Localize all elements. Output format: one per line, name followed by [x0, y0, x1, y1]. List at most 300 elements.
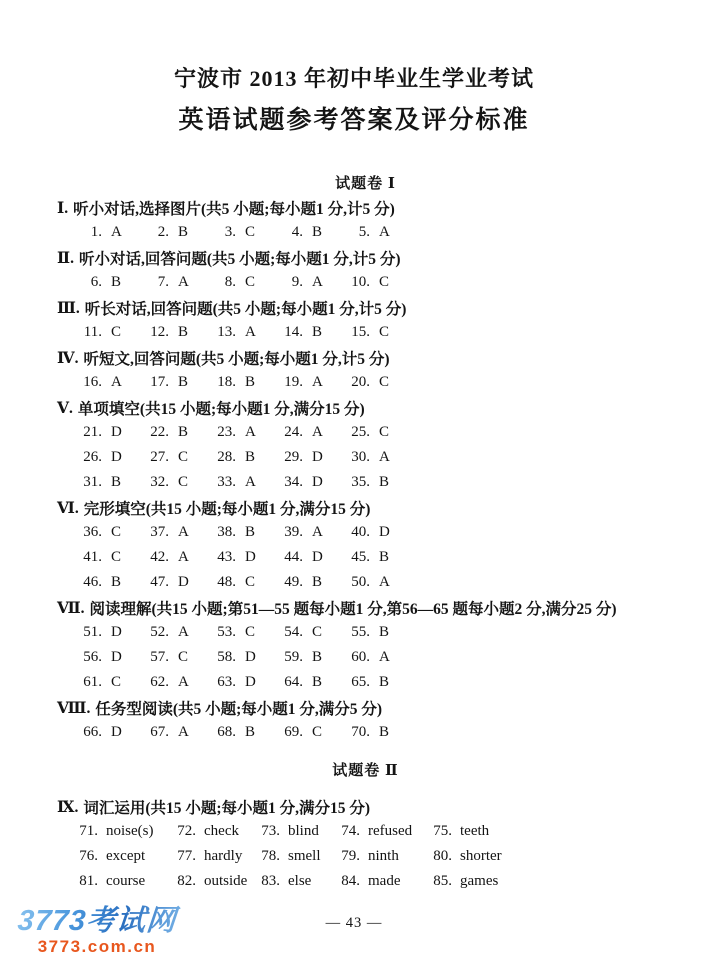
answer-value: C: [245, 624, 256, 640]
answer-item: [78, 549, 145, 566]
section-title: 任务型阅读(共5 小题;每小题1 分,满分5 分): [95, 700, 383, 718]
section-title: 听小对话,选择图片(共5 小题;每小题1 分,计5 分): [73, 200, 395, 218]
answer-item: [212, 649, 279, 666]
question-number: 53.: [217, 624, 236, 640]
answer-value: B: [245, 724, 256, 740]
answer-item: [279, 574, 346, 591]
answer-item: [279, 274, 346, 291]
answer-value: made: [368, 873, 401, 889]
question-number: 8.: [224, 274, 236, 290]
answer-value: A: [312, 374, 323, 390]
question-number: 40.: [351, 524, 370, 540]
answer-item: [78, 449, 145, 466]
section-numeral: Ⅶ.: [57, 599, 85, 617]
answer-value: D: [245, 649, 256, 665]
question-number: 35.: [351, 474, 370, 490]
question-number: 10.: [351, 274, 370, 290]
answer-item: [346, 524, 674, 541]
answer-row: [57, 545, 674, 570]
answer-item: [78, 374, 145, 391]
section-title: 听长对话,回答问题(共5 小题;每小题1 分,计5 分): [84, 300, 407, 318]
question-number: 43.: [217, 549, 236, 565]
question-number: 49.: [284, 574, 303, 590]
answer-value: A: [245, 424, 256, 440]
section-numeral: Ⅲ.: [57, 299, 80, 317]
question-number: 28.: [217, 449, 236, 465]
answer-value: games: [460, 873, 499, 889]
answer-value: C: [111, 674, 122, 690]
answer-value: A: [245, 474, 256, 490]
answer-item: [279, 624, 346, 641]
section-title: 完形填空(共15 小题;每小题1 分,满分15 分): [83, 500, 371, 518]
question-number: 26.: [83, 449, 102, 465]
question-number: 31.: [83, 474, 102, 490]
answer-item: [346, 374, 674, 391]
section-numeral: Ⅴ.: [57, 399, 73, 417]
answer-item: [336, 848, 428, 865]
question-number: 64.: [284, 674, 303, 690]
question-number: 42.: [150, 549, 169, 565]
answer-item: [145, 324, 212, 341]
answer-value: D: [379, 524, 390, 540]
question-number: 46.: [83, 574, 102, 590]
answer-item: [256, 873, 336, 890]
answer-item: [145, 674, 212, 691]
answer-value: B: [245, 524, 256, 540]
answer-item: [74, 823, 172, 840]
answer-item: [346, 724, 674, 741]
answer-item: [279, 674, 346, 691]
question-number: 70.: [351, 724, 370, 740]
question-number: 36.: [83, 524, 102, 540]
question-number: 6.: [90, 274, 102, 290]
section-title: 单项填空(共15 小题;每小题1 分,满分15 分): [77, 400, 365, 418]
question-number: 72.: [177, 823, 196, 839]
answer-item: [279, 374, 346, 391]
answer-value: A: [178, 274, 189, 290]
paper-label: 试题卷 Ⅰ: [335, 176, 396, 192]
answer-value: A: [178, 624, 189, 640]
question-number: 17.: [150, 374, 169, 390]
answer-row: [57, 470, 674, 495]
answer-row: [57, 445, 674, 470]
question-number: 81.: [79, 873, 98, 889]
section-numeral: Ⅷ.: [57, 699, 91, 717]
question-number: 14.: [284, 324, 303, 340]
answer-item: [78, 724, 145, 741]
answer-value: C: [379, 274, 390, 290]
question-number: 75.: [433, 823, 452, 839]
answer-value: blind: [288, 823, 319, 839]
question-number: 7.: [157, 274, 169, 290]
answer-item: [145, 649, 212, 666]
answer-value: A: [178, 524, 189, 540]
answer-item: [346, 424, 674, 441]
answer-item: [279, 449, 346, 466]
answer-value: except: [106, 848, 146, 864]
question-number: 78.: [261, 848, 280, 864]
answer-value: A: [379, 574, 390, 590]
answer-item: [172, 873, 256, 890]
answer-row: [57, 220, 674, 245]
answer-row: [57, 869, 674, 894]
page-title: 宁波市 2013 年初中毕业生学业考试: [173, 66, 534, 91]
paper-label: 试题卷 Ⅱ: [332, 763, 399, 779]
answer-item: [212, 624, 279, 641]
answer-value: C: [245, 274, 256, 290]
answer-item: [256, 823, 336, 840]
answer-value: C: [178, 649, 189, 665]
answer-row: [57, 819, 674, 844]
question-number: 16.: [83, 374, 102, 390]
answer-item: [145, 524, 212, 541]
answer-item: [78, 324, 145, 341]
answer-row: [57, 570, 674, 595]
answer-item: [145, 624, 212, 641]
question-number: 1.: [90, 224, 102, 240]
answer-key-content: [57, 170, 674, 894]
answer-value: B: [312, 324, 323, 340]
answer-value: B: [379, 724, 390, 740]
question-number: 73.: [261, 823, 280, 839]
section-title: 阅读理解(共15 小题;第51—55 题每小题1 分,第56—65 题每小题2 分,满分25 分): [89, 600, 617, 618]
answer-value: C: [312, 724, 323, 740]
answer-item: [145, 574, 212, 591]
answer-value: A: [111, 224, 122, 240]
question-number: 32.: [150, 474, 169, 490]
answer-value: shorter: [460, 848, 502, 864]
question-number: 60.: [351, 649, 370, 665]
question-number: 48.: [217, 574, 236, 590]
answer-item: [279, 649, 346, 666]
answer-row: [57, 720, 674, 745]
answer-value: hardly: [204, 848, 243, 864]
answer-item: [145, 449, 212, 466]
answer-item: [212, 274, 279, 291]
answer-value: A: [178, 724, 189, 740]
answer-value: B: [379, 624, 390, 640]
answer-item: [212, 474, 279, 491]
question-number: 68.: [217, 724, 236, 740]
answer-value: B: [379, 549, 390, 565]
answer-item: [145, 424, 212, 441]
answer-item: [172, 848, 256, 865]
answer-value: B: [178, 324, 189, 340]
question-number: 80.: [433, 848, 452, 864]
section-heading: [57, 245, 674, 270]
answer-item: [145, 474, 212, 491]
answer-item: [428, 848, 674, 865]
answer-row: [57, 370, 674, 395]
answer-item: [212, 224, 279, 241]
answer-value: D: [111, 724, 122, 740]
question-number: 44.: [284, 549, 303, 565]
answer-value: B: [178, 424, 189, 440]
section-numeral: Ⅳ.: [57, 349, 79, 367]
answer-value: B: [178, 224, 189, 240]
answer-value: else: [288, 873, 312, 889]
answer-item: [346, 449, 674, 466]
answer-value: D: [245, 549, 256, 565]
answer-value: A: [245, 324, 256, 340]
answer-value: B: [312, 674, 323, 690]
question-number: 25.: [351, 424, 370, 440]
answer-item: [212, 524, 279, 541]
question-number: 83.: [261, 873, 280, 889]
answer-value: A: [178, 549, 189, 565]
question-number: 67.: [150, 724, 169, 740]
section-numeral: Ⅰ.: [57, 199, 69, 217]
answer-value: A: [312, 424, 323, 440]
answer-item: [212, 424, 279, 441]
answer-value: B: [245, 449, 256, 465]
question-number: 4.: [291, 224, 303, 240]
question-number: 9.: [291, 274, 303, 290]
answer-value: ninth: [368, 848, 399, 864]
section-heading: [57, 695, 674, 720]
answer-value: smell: [288, 848, 321, 864]
answer-value: B: [379, 674, 390, 690]
question-number: 58.: [217, 649, 236, 665]
section-heading: [57, 595, 674, 620]
section-title: 听短文,回答问题(共5 小题;每小题1 分,计5 分): [83, 350, 390, 368]
answer-row: [57, 844, 674, 869]
answer-value: C: [178, 474, 189, 490]
question-number: 51.: [83, 624, 102, 640]
answer-item: [346, 574, 674, 591]
answer-value: course: [106, 873, 146, 889]
answer-value: C: [379, 424, 390, 440]
question-number: 20.: [351, 374, 370, 390]
section-heading: [57, 495, 674, 520]
question-number: 65.: [351, 674, 370, 690]
answer-item: [346, 549, 674, 566]
answer-item: [78, 274, 145, 291]
answer-value: B: [379, 474, 390, 490]
answer-value: C: [245, 574, 256, 590]
answer-value: A: [379, 224, 390, 240]
question-number: 50.: [351, 574, 370, 590]
question-number: 38.: [217, 524, 236, 540]
question-number: 59.: [284, 649, 303, 665]
question-number: 62.: [150, 674, 169, 690]
question-number: 47.: [150, 574, 169, 590]
answer-item: [74, 873, 172, 890]
answer-item: [145, 724, 212, 741]
question-number: 56.: [83, 649, 102, 665]
answer-value: C: [379, 324, 390, 340]
answer-item: [212, 374, 279, 391]
logo-site-url: 3773.com.cn: [37, 937, 157, 956]
answer-item: [145, 549, 212, 566]
answer-item: [279, 724, 346, 741]
answer-item: [279, 474, 346, 491]
answer-value: teeth: [460, 823, 490, 839]
answer-item: [78, 524, 145, 541]
question-number: 82.: [177, 873, 196, 889]
answer-item: [78, 674, 145, 691]
answer-value: A: [312, 274, 323, 290]
answer-item: [279, 224, 346, 241]
answer-value: B: [312, 224, 323, 240]
section-title: 词汇运用(共15 小题;每小题1 分,满分15 分): [83, 799, 371, 817]
answer-item: [78, 224, 145, 241]
question-number: 76.: [79, 848, 98, 864]
answer-item: [346, 274, 674, 291]
answer-value: C: [379, 374, 390, 390]
question-number: 12.: [150, 324, 169, 340]
answer-item: [78, 649, 145, 666]
question-number: 69.: [284, 724, 303, 740]
question-number: 19.: [284, 374, 303, 390]
answer-item: [78, 624, 145, 641]
answer-value: B: [312, 574, 323, 590]
answer-value: A: [312, 524, 323, 540]
section-numeral: Ⅵ.: [57, 499, 79, 517]
question-number: 52.: [150, 624, 169, 640]
answer-item: [336, 873, 428, 890]
question-number: 71.: [79, 823, 98, 839]
question-number: 15.: [351, 324, 370, 340]
question-number: 22.: [150, 424, 169, 440]
answer-value: D: [111, 624, 122, 640]
answer-value: C: [178, 449, 189, 465]
answer-item: [279, 424, 346, 441]
answer-item: [212, 549, 279, 566]
question-number: 30.: [351, 449, 370, 465]
answer-value: D: [312, 549, 323, 565]
question-number: 29.: [284, 449, 303, 465]
section-heading: [57, 195, 674, 220]
question-number: 24.: [284, 424, 303, 440]
section-heading: [57, 794, 674, 819]
answer-value: B: [245, 374, 256, 390]
question-number: 45.: [351, 549, 370, 565]
answer-value: D: [178, 574, 189, 590]
answer-item: [346, 624, 674, 641]
question-number: 27.: [150, 449, 169, 465]
answer-value: refused: [368, 823, 413, 839]
question-number: 18.: [217, 374, 236, 390]
question-number: 85.: [433, 873, 452, 889]
section-heading: [57, 395, 674, 420]
question-number: 66.: [83, 724, 102, 740]
answer-row: [57, 420, 674, 445]
answer-value: C: [111, 524, 122, 540]
question-number: 79.: [341, 848, 360, 864]
answer-item: [279, 524, 346, 541]
question-number: 54.: [284, 624, 303, 640]
question-number: 34.: [284, 474, 303, 490]
question-number: 5.: [358, 224, 370, 240]
answer-item: [212, 324, 279, 341]
question-number: 37.: [150, 524, 169, 540]
question-number: 61.: [83, 674, 102, 690]
logo-site-name: 3773考试网: [11, 905, 184, 937]
answer-row: [57, 670, 674, 695]
answer-value: C: [111, 549, 122, 565]
question-number: 11.: [83, 324, 102, 340]
answer-item: [212, 574, 279, 591]
section-title: 听小对话,回答问题(共5 小题;每小题1 分,计5 分): [78, 250, 401, 268]
answer-item: [346, 649, 674, 666]
question-number: 55.: [351, 624, 370, 640]
answer-item: [256, 848, 336, 865]
section-numeral: Ⅱ.: [57, 249, 74, 267]
answer-item: [145, 224, 212, 241]
answer-value: C: [312, 624, 323, 640]
answer-item: [279, 324, 346, 341]
answer-value: D: [111, 449, 122, 465]
answer-value: D: [312, 474, 323, 490]
question-number: 41.: [83, 549, 102, 565]
page-subtitle: 英语试题参考答案及评分标准: [178, 107, 530, 134]
section-heading: [57, 345, 674, 370]
answer-value: D: [111, 424, 122, 440]
answer-value: outside: [204, 873, 248, 889]
question-number: 63.: [217, 674, 236, 690]
question-number: 33.: [217, 474, 236, 490]
answer-item: [346, 224, 674, 241]
answer-item: [172, 823, 256, 840]
answer-row: [57, 520, 674, 545]
question-number: 3.: [224, 224, 236, 240]
answer-item: [74, 848, 172, 865]
answer-item: [145, 274, 212, 291]
answer-row: [57, 270, 674, 295]
question-number: 21.: [83, 424, 102, 440]
question-number: 57.: [150, 649, 169, 665]
answer-value: A: [379, 649, 390, 665]
answer-row: [57, 645, 674, 670]
answer-value: B: [111, 274, 122, 290]
answer-value: C: [245, 224, 256, 240]
answer-row: [57, 620, 674, 645]
answer-item: [78, 474, 145, 491]
question-number: 74.: [341, 823, 360, 839]
answer-item: [428, 873, 674, 890]
answer-item: [145, 374, 212, 391]
section-heading: [57, 295, 674, 320]
answer-item: [346, 674, 674, 691]
answer-item: [212, 449, 279, 466]
answer-value: D: [312, 449, 323, 465]
answer-item: [428, 823, 674, 840]
question-number: 13.: [217, 324, 236, 340]
answer-value: B: [178, 374, 189, 390]
answer-item: [346, 324, 674, 341]
answer-value: C: [111, 324, 122, 340]
answer-value: B: [111, 474, 122, 490]
answer-item: [78, 424, 145, 441]
answer-value: B: [312, 649, 323, 665]
section-numeral: Ⅸ.: [57, 798, 79, 816]
question-number: 2.: [157, 224, 169, 240]
answer-value: A: [178, 674, 189, 690]
question-number: 77.: [177, 848, 196, 864]
answer-value: check: [204, 823, 239, 839]
question-number: 39.: [284, 524, 303, 540]
answer-value: D: [245, 674, 256, 690]
answer-value: A: [379, 449, 390, 465]
answer-item: [336, 823, 428, 840]
answer-value: A: [111, 374, 122, 390]
answer-item: [212, 724, 279, 741]
question-number: 23.: [217, 424, 236, 440]
answer-value: D: [111, 649, 122, 665]
answer-row: [57, 320, 674, 345]
answer-item: [346, 474, 674, 491]
